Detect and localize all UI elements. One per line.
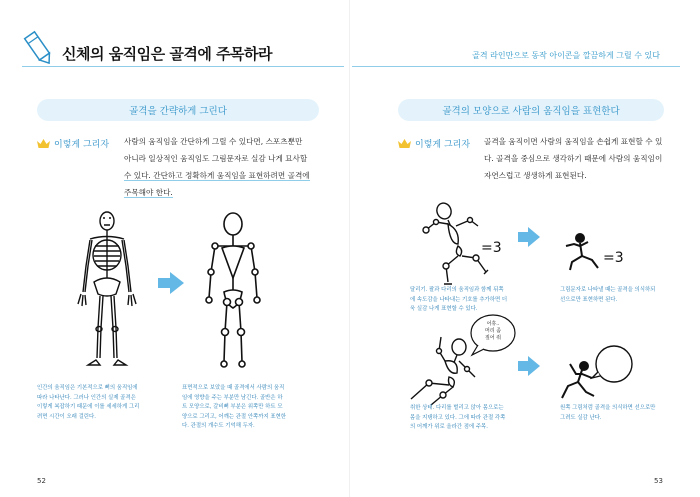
caption-line: 몸을 지탱하고 있다. 그에 따라 관절 각쪽 [410,414,506,421]
caption-line: 에 속도감을 나타내는 기호를 추가하면 더 [410,296,508,303]
caption-line: 인간의 움직임은 기본적으로 뼈의 움직임에 [37,385,138,391]
caption-line: 트 모양으로, 갈비뼈 부분은 위쪽만 하트 모 [182,404,283,410]
body-line [124,167,332,184]
caption-sitting-skeleton [410,404,550,433]
caption-line: 원쪽 그림처럼 골격을 의식하면 선으로만 [560,405,656,411]
caption-line: 이렇게 복잡하기 때문에 이를 세세하게 그리 [37,404,140,410]
body-line: 사람의 움직임을 간단하게 그릴 수 있다면, 스포츠뿐만 [124,137,303,146]
crown-icon [398,139,411,148]
try-label-left: 이렇게 그리자 [54,140,110,150]
sitting-stickman-icon [560,344,640,402]
speech-line: 짚어 줘 [484,335,502,341]
caption-sitting-stickman [560,404,682,423]
speed-symbol-left: =3 [481,240,502,256]
body-line: 아니라 일상적인 움직임도 그림문자로 실감 나게 묘사할 [124,154,308,163]
sitting-skeleton-illustration [405,325,485,405]
caption-line: 욱 실감 나게 표현할 수 있다. [410,306,478,312]
header-rule-right [352,66,680,67]
try-heading-left [37,137,109,150]
try-label-right: 이렇게 그리자 [415,140,471,150]
skeleton-illustration [72,210,142,370]
caption-line: 다. 관절의 개수도 기억해 두자. [182,423,255,429]
section-title-left: 골격을 간략하게 그린다 [37,99,319,121]
caption-line: 표면적으로 보았을 때 골격에서 사람의 움직 [182,385,285,391]
page-number-left: 52 [37,477,46,485]
caption-line: 선으로만 표현하면 된다. [560,296,618,303]
body-line [124,184,332,201]
caption-skeleton [37,384,169,422]
caption-line: 취한 상태. 다리를 벌리고 앉아 몸으로는 [410,405,504,411]
caption-line: 그려도 실감 난다. [560,414,602,421]
caption-simplified [182,384,318,432]
caption-line: 따라 나타난다. 그러나 인간의 실제 골격은 [37,394,136,401]
speech-line: 머리 좀 [484,328,502,334]
speech-line: 어휴.. [486,321,500,327]
simplified-skeleton-illustration [198,212,268,372]
header-rule-left [22,66,344,67]
caption-line: 의 어깨가 위로 올라간 점에 주목. [410,424,488,430]
pencil-icon [20,30,58,64]
arrow-right-icon [518,356,540,376]
caption-running-skeleton [410,286,550,315]
highlight-line: 주목해야 한다. [124,188,173,197]
running-stickman-icon [562,232,602,272]
arrow-right-icon [158,272,184,294]
section-title-right: 골격의 모양으로 사람의 움직임을 표현한다 [398,99,664,121]
page-number-right: 53 [654,477,663,485]
body-line: 자연스럽고 생생하게 표현된다. [484,171,587,180]
crown-icon [37,139,50,148]
page-title: 신체의 움직임은 골격에 주목하라 [62,45,273,63]
body-text-left [124,133,332,201]
body-text-right [484,133,690,184]
try-heading-right [398,137,470,150]
highlight-line: 수 있다. 간단하고 정확하게 움직임을 표현하려면 골격에 [124,171,310,180]
body-line: 다. 골격을 중심으로 생각하기 때문에 사람의 움직임이 [484,154,663,163]
caption-line: 려면 시간이 오래 걸린다. [37,413,96,420]
arrow-right-icon [518,227,540,247]
speed-symbol-right: =3 [603,250,624,266]
caption-line: 양으로 그리고, 어깨는 관절 안쪽까지 표현한 [182,413,287,420]
caption-line: 달리기. 팔과 다리의 움직임과 함께 뒤쪽 [410,287,504,293]
caption-line: 그림문자로 나타낼 때는 골격을 의식하되 [560,287,656,293]
caption-running-stickman [560,286,682,305]
page-gutter [349,0,350,497]
body-line: 골격을 움직이면 사람의 움직임을 손쉽게 표현할 수 있 [484,137,663,146]
page-subtitle: 골격 라인만으로 동작 아이콘을 깔끔하게 그릴 수 있다 [472,51,660,60]
running-skeleton-illustration [420,200,490,290]
caption-line: 임에 영향을 주는 부분만 남긴다. 골반은 하 [182,394,283,401]
